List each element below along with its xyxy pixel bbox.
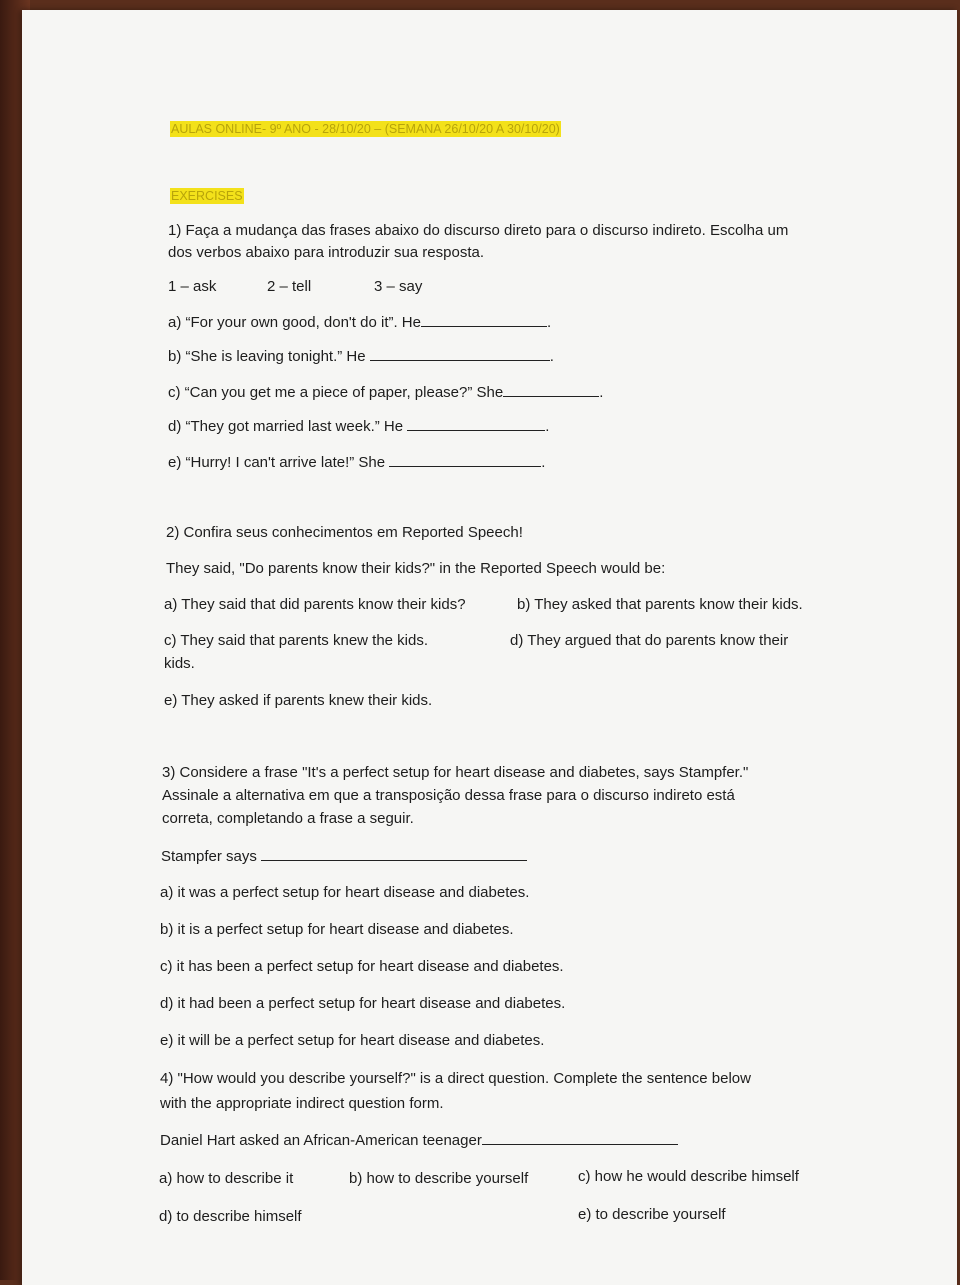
q1-item-e-answer-blank[interactable] (389, 454, 541, 467)
q1-item-e: e) “Hurry! I can't arrive late!” She . (168, 454, 546, 471)
q2-option-b[interactable]: b) They asked that parents know their kids. (517, 596, 803, 613)
header-title: AULAS ONLINE- 9º ANO - 28/10/20 – (SEMANA 26/10/20 A 30/10/20) (171, 122, 560, 136)
q3-option-a[interactable]: a) it was a perfect setup for heart disease and diabetes. (160, 884, 530, 901)
q1-item-d: d) “They got married last week.” He . (168, 418, 550, 435)
q4-option-b[interactable]: b) how to describe yourself (349, 1170, 529, 1187)
q2-option-c[interactable]: c) They said that parents knew the kids. (164, 632, 429, 649)
q3-option-d[interactable]: d) it had been a perfect setup for heart disease and diabetes. (160, 995, 566, 1012)
q2-option-a[interactable]: a) They said that did parents know their kids? (164, 596, 466, 613)
q1-item-c-answer-blank[interactable] (503, 384, 599, 397)
q3-option-c[interactable]: c) it has been a perfect setup for heart disease and diabetes. (160, 958, 564, 975)
q1-item-d-answer-blank[interactable] (407, 418, 545, 431)
q2-option-e[interactable]: e) They asked if parents knew their kids. (164, 692, 433, 709)
q4-option-c[interactable]: c) how he would describe himself (578, 1168, 799, 1185)
q4-instruction-line2: with the appropriate indirect question form. (160, 1095, 444, 1112)
q4-option-e[interactable]: e) to describe yourself (578, 1206, 726, 1223)
q4-option-a[interactable]: a) how to describe it (159, 1170, 294, 1187)
q3-prompt: Stampfer says (161, 848, 527, 866)
q2-title: 2) Confira seus conhecimentos em Reported Speech! (166, 524, 523, 541)
q3-instruction-line2: Assinale a alternativa em que a transposição dessa frase para o discurso indireto está (162, 787, 735, 804)
q3-option-e[interactable]: e) it will be a perfect setup for heart disease and diabetes. (160, 1032, 545, 1049)
q2-option-d-continued: kids. (164, 655, 195, 672)
q2-question: They said, "Do parents know their kids?" in the Reported Speech would be: (166, 560, 666, 577)
q1-verb-say: 3 – say (374, 278, 423, 295)
q1-item-a: a) “For your own good, don't do it”. He . (168, 314, 552, 331)
q4-answer-blank[interactable] (482, 1132, 678, 1145)
q1-item-b-answer-blank[interactable] (370, 348, 550, 361)
q3-option-b[interactable]: b) it is a perfect setup for heart disease and diabetes. (160, 921, 514, 938)
q3-instruction-line3: correta, completando a frase a seguir. (162, 810, 414, 827)
q1-verb-ask: 1 – ask (168, 278, 217, 295)
q4-prompt: Daniel Hart asked an African-American teenager (160, 1132, 678, 1150)
exercises-label: EXERCISES (171, 189, 243, 203)
q1-verb-tell: 2 – tell (267, 278, 312, 295)
q1-item-b: b) “She is leaving tonight.” He . (168, 348, 554, 365)
q3-instruction-line1: 3) Considere a frase "It's a perfect setup for heart disease and diabetes, says Stampfer." (162, 764, 749, 781)
q3-answer-blank[interactable] (261, 848, 527, 861)
q4-option-d[interactable]: d) to describe himself (159, 1208, 302, 1225)
q4-instruction-line1: 4) "How would you describe yourself?" is a direct question. Complete the sentence below (160, 1070, 751, 1087)
q1-item-c: c) “Can you get me a piece of paper, please?” She . (168, 384, 604, 401)
q1-instruction-line2: dos verbos abaixo para introduzir sua resposta. (168, 244, 485, 261)
q1-item-a-answer-blank[interactable] (421, 314, 547, 327)
q2-option-d[interactable]: d) They argued that do parents know their (510, 632, 789, 649)
q1-instruction-line1: 1) Faça a mudança das frases abaixo do discurso direto para o discurso indireto. Escolha um (168, 222, 789, 239)
worksheet-page (22, 10, 957, 1285)
